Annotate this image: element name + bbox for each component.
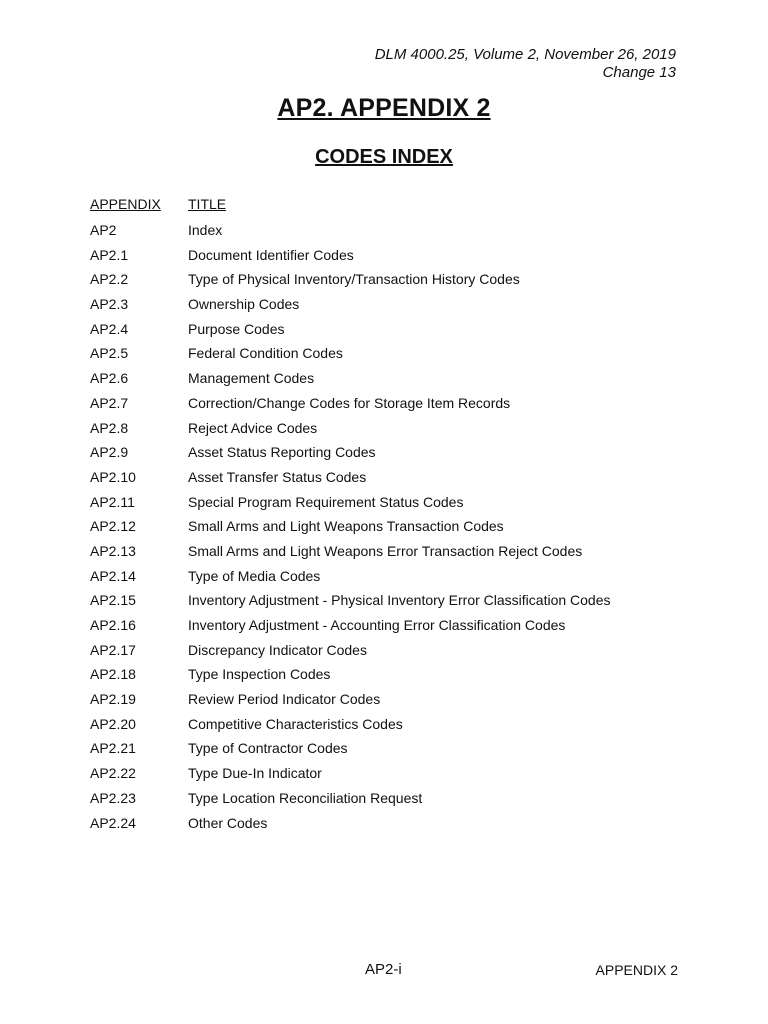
appendix-code: AP2.1 bbox=[90, 246, 129, 263]
appendix-title: Type Location Reconciliation Request bbox=[188, 789, 423, 806]
appendix-title: Small Arms and Light Weapons Transaction Codes bbox=[188, 518, 504, 535]
appendix-title: Inventory Adjustment - Physical Inventory Error Classification Codes bbox=[188, 592, 611, 609]
table-row bbox=[90, 641, 611, 666]
footer-appendix-label: APPENDIX 2 bbox=[595, 962, 678, 978]
appendix-title: Management Codes bbox=[188, 370, 315, 387]
appendix-code: AP2.7 bbox=[90, 394, 129, 411]
table-row bbox=[90, 517, 611, 542]
appendix-code: AP2.20 bbox=[90, 715, 136, 732]
appendix-code: AP2.22 bbox=[90, 765, 136, 782]
column-header-title: TITLE bbox=[188, 196, 227, 212]
header-doc-reference: DLM 4000.25, Volume 2, November 26, 2019 bbox=[374, 46, 676, 63]
appendix-code: AP2.8 bbox=[90, 419, 129, 436]
appendix-code: AP2.16 bbox=[90, 617, 136, 633]
appendix-title: Small Arms and Light Weapons Error Transaction Reject Codes bbox=[188, 542, 583, 559]
appendix-title: Competitive Characteristics Codes bbox=[188, 715, 403, 732]
appendix-title: Type of Contractor Codes bbox=[188, 740, 348, 757]
appendix-code: AP2.5 bbox=[90, 345, 129, 362]
table-row bbox=[90, 616, 611, 641]
table-row bbox=[90, 221, 611, 246]
table-row bbox=[90, 764, 611, 789]
appendix-code: AP2.15 bbox=[90, 592, 136, 609]
table-header-row bbox=[90, 195, 611, 221]
header-change-number: Change 13 bbox=[602, 64, 676, 81]
appendix-title: Type of Physical Inventory/Transaction History Codes bbox=[188, 271, 520, 288]
document-header bbox=[375, 46, 676, 82]
table-row bbox=[90, 320, 611, 345]
appendix-code: AP2.14 bbox=[90, 567, 136, 584]
appendix-code: AP2.9 bbox=[90, 444, 129, 461]
table-row bbox=[90, 344, 611, 369]
table-row bbox=[90, 369, 611, 394]
appendix-title: Index bbox=[188, 222, 223, 238]
table-row bbox=[90, 394, 611, 419]
appendix-code: AP2.11 bbox=[90, 493, 135, 510]
table-row bbox=[90, 665, 611, 690]
page-title: AP2. APPENDIX 2 bbox=[277, 94, 491, 122]
appendix-code: AP2.21 bbox=[90, 740, 136, 757]
appendix-title: Type Due-In Indicator bbox=[188, 765, 322, 782]
table-row bbox=[90, 468, 611, 493]
appendix-code: AP2.23 bbox=[90, 789, 136, 806]
appendix-title: Reject Advice Codes bbox=[188, 419, 318, 436]
appendix-title: Document Identifier Codes bbox=[188, 246, 354, 263]
codes-index-table bbox=[90, 195, 611, 838]
appendix-title: Purpose Codes bbox=[188, 320, 285, 337]
appendix-title: Asset Status Reporting Codes bbox=[188, 444, 376, 461]
appendix-title: Review Period Indicator Codes bbox=[188, 691, 381, 708]
appendix-title: Asset Transfer Status Codes bbox=[188, 468, 367, 485]
table-body bbox=[90, 221, 611, 838]
appendix-code: AP2.19 bbox=[90, 691, 136, 708]
table-row bbox=[90, 814, 611, 839]
appendix-title: Other Codes bbox=[188, 814, 268, 831]
appendix-code: AP2.24 bbox=[90, 814, 136, 831]
appendix-title: Discrepancy Indicator Codes bbox=[188, 641, 367, 658]
appendix-title: Correction/Change Codes for Storage Item Records bbox=[188, 394, 511, 411]
appendix-title: Ownership Codes bbox=[188, 296, 300, 313]
footer-page-number: AP2-i bbox=[365, 961, 402, 978]
table-row bbox=[90, 715, 611, 740]
appendix-code: AP2.12 bbox=[90, 518, 136, 535]
table-row bbox=[90, 739, 611, 764]
appendix-code: AP2 bbox=[90, 222, 117, 238]
table-row bbox=[90, 690, 611, 715]
table-row bbox=[90, 789, 611, 814]
appendix-code: AP2.4 bbox=[90, 320, 129, 337]
table-row bbox=[90, 295, 611, 320]
appendix-title: Type Inspection Codes bbox=[188, 666, 331, 683]
appendix-code: AP2.18 bbox=[90, 666, 136, 683]
appendix-code: AP2.3 bbox=[90, 296, 129, 313]
table-row bbox=[90, 493, 611, 518]
appendix-title: Type of Media Codes bbox=[188, 567, 321, 584]
appendix-code: AP2.2 bbox=[90, 271, 129, 288]
appendix-code: AP2.13 bbox=[90, 542, 136, 559]
table-row bbox=[90, 542, 611, 567]
appendix-code: AP2.17 bbox=[90, 641, 136, 658]
table-row bbox=[90, 419, 611, 444]
appendix-title: Inventory Adjustment - Accounting Error Classification Codes bbox=[188, 617, 566, 633]
appendix-title: Federal Condition Codes bbox=[188, 345, 343, 362]
table-row bbox=[90, 270, 611, 295]
appendix-title: Special Program Requirement Status Codes bbox=[188, 493, 464, 510]
column-header-appendix: APPENDIX bbox=[90, 196, 161, 212]
appendix-code: AP2.6 bbox=[90, 370, 129, 387]
appendix-code: AP2.10 bbox=[90, 468, 136, 485]
table-row bbox=[90, 246, 611, 271]
table-row bbox=[90, 591, 611, 616]
table-row bbox=[90, 443, 611, 468]
page-subtitle: CODES INDEX bbox=[315, 146, 453, 168]
table-row bbox=[90, 567, 611, 592]
